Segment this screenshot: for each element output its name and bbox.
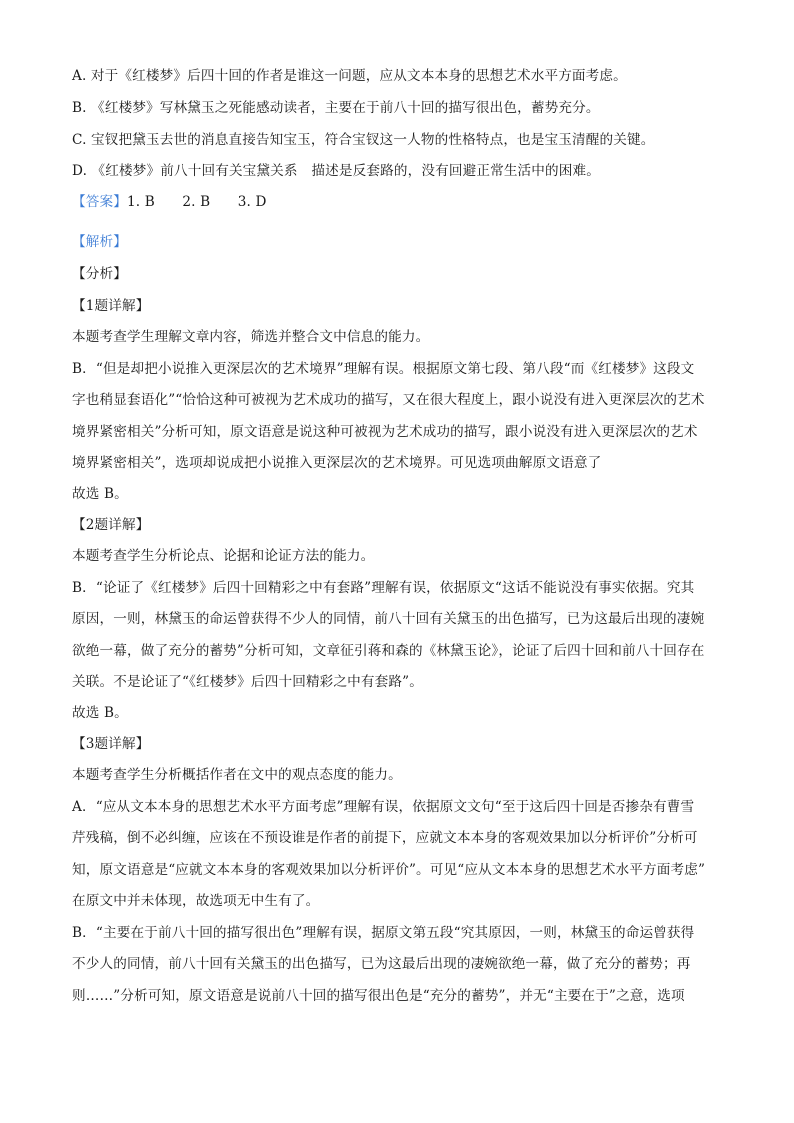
- q3-text-line: A．“应从文本本身的思想艺术水平方面考虑”理解有误，依据原文文句“至于这后四十回是否掺杂有曹雪: [72, 799, 695, 815]
- q1-text-line: 境界紧密相关”，选项却说成把小说推入更深层次的艺术境界。可见选项曲解原文语意了: [72, 455, 602, 471]
- q2-label: 【2题详解】: [72, 517, 150, 533]
- q2-conclusion: 故选 B。: [72, 705, 128, 721]
- q2-text-line: B．“论证了《红楼梦》后四十回精彩之中有套路”理解有误，依据原文“这话不能说没有事实依据。究其: [72, 580, 695, 596]
- option-b: B. 《红楼梦》写林黛玉之死能感动读者，主要在于前八十回的描写很出色，蓄势充分。: [72, 100, 600, 116]
- q3-intro: 本题考查学生分析概括作者在文中的观点态度的能力。: [72, 767, 402, 783]
- q3-text-line: B．“主要在于前八十回的描写很出色”理解有误，据原文第五段“究其原因，一则，林黛玉的命运曾获得: [72, 925, 695, 941]
- q3-text-line: 芹残稿，倒不必纠缠，应该在不预设谁是作者的前提下，应就文本本身的客观效果加以分析评价”分析可: [72, 830, 698, 846]
- q3-text-line: 不少人的同情，前八十回有关黛玉的出色描写，已为这最后出现的凄婉欲绝一幕，做了充分的蓄势；再: [72, 956, 691, 972]
- q1-text-line: 字也稍显套语化”“恰恰这种可被视为艺术成功的描写，又在很大程度上，跟小说没有进入更深层次的艺术: [72, 392, 705, 408]
- q1-text-line: B．“但是却把小说推入更深层次的艺术境界”理解有误。根据原文第七段、第八段“而《红楼梦》这段文: [72, 361, 695, 377]
- option-d: D. 《红楼梦》前八十回有关宝黛关系 描述是反套路的，没有回避正常生活中的困难。: [72, 163, 601, 179]
- q3-label: 【3题详解】: [72, 736, 150, 752]
- option-a: A. 对于《红楼梦》后四十回的作者是谁这一问题，应从文本本身的思想艺术水平方面考虑。: [72, 68, 627, 84]
- q1-intro: 本题考查学生理解文章内容，筛选并整合文中信息的能力。: [72, 329, 430, 345]
- answer-label: 【答案】: [72, 194, 127, 210]
- analysis-label: 【解析】: [72, 234, 127, 250]
- q2-text-line: 欲绝一幕，做了充分的蓄势”分析可知，文章征引蒋和森的《林黛玉论》，论证了后四十回和前八十回存在: [72, 643, 705, 659]
- q1-conclusion: 故选 B。: [72, 486, 128, 502]
- q3-text-line: 知，原文语意是“应就文本本身的客观效果加以分析评价”。可见“应从文本本身的思想艺术水平方面考虑”: [72, 862, 706, 878]
- answer-text: 1. B 2. B 3. D: [126, 194, 267, 210]
- q1-label: 【1题详解】: [72, 298, 150, 314]
- q3-text-line: 在原文中并未体现，故选项无中生有了。: [72, 893, 320, 909]
- fenxi-label: 【分析】: [72, 266, 127, 282]
- q2-text-line: 关联。不是论证了“《红楼梦》后四十回精彩之中有套路”。: [72, 674, 423, 690]
- q3-text-line: 则……”分析可知，原文语意是说前八十回的描写很出色是“充分的蓄势”，并无“主要在于”之意，选项: [72, 988, 685, 1004]
- option-c: C. 宝钗把黛玉去世的消息直接告知宝玉，符合宝钗这一人物的性格特点，也是宝玉清醒的关键。: [72, 132, 655, 148]
- q1-text-line: 境界紧密相关”分析可知，原文语意是说这种可被视为艺术成功的描写，跟小说没有进入更深层次的艺术: [72, 424, 698, 440]
- q2-text-line: 原因，一则，林黛玉的命运曾获得不少人的同情，前八十回有关黛玉的出色描写，已为这最后出现的凄婉: [72, 611, 705, 627]
- answer-line: [72, 193, 732, 211]
- q2-intro: 本题考查学生分析论点、论据和论证方法的能力。: [72, 548, 375, 564]
